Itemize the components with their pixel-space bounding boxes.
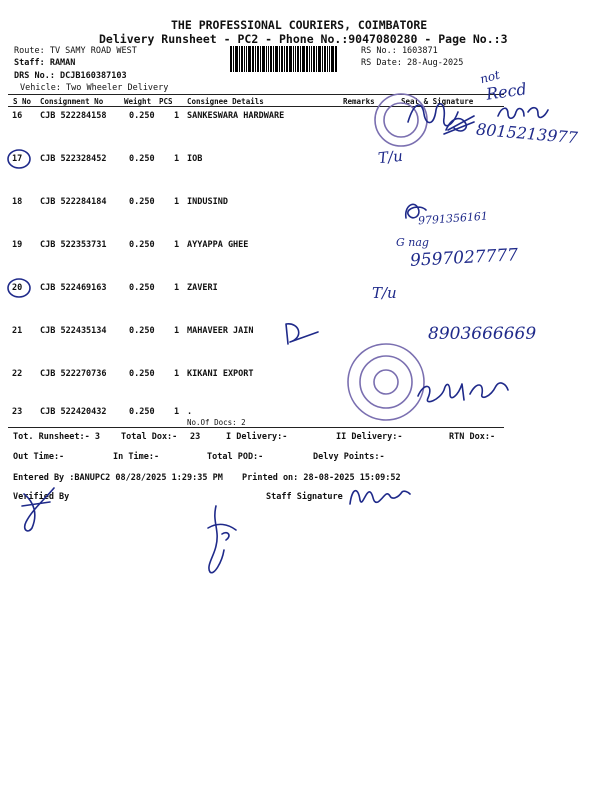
staff-signature-icon bbox=[344, 480, 414, 512]
row-consignee: MAHAVEER JAIN bbox=[187, 326, 254, 336]
barcode bbox=[230, 46, 356, 72]
row-consignee: AYYAPPA GHEE bbox=[187, 240, 249, 250]
runsheet-subtitle: Delivery Runsheet - PC2 - Phone No.:9047080280 - Page No.:3 bbox=[99, 32, 508, 46]
handwritten-note: Recd bbox=[484, 79, 528, 104]
col-sno: S No bbox=[13, 97, 32, 106]
drs-number: DRS No.: DCJB160387103 bbox=[14, 71, 127, 81]
handwritten-note: T/u bbox=[377, 146, 404, 168]
row-weight: 0.250 bbox=[129, 326, 155, 336]
row-weight: 0.250 bbox=[129, 154, 155, 164]
row-sno: 21 bbox=[12, 326, 23, 336]
row-consignee: SANKESWARA HARDWARE bbox=[187, 111, 285, 121]
handwritten-phone: 8015213977 bbox=[475, 119, 579, 148]
company-name: THE PROFESSIONAL COURIERS, COIMBATORE bbox=[171, 18, 428, 32]
row-weight: 0.250 bbox=[129, 240, 155, 250]
signature-icon bbox=[398, 196, 434, 226]
rtn-dox: RTN Dox:- bbox=[449, 432, 496, 442]
signature-icon bbox=[278, 318, 338, 348]
row-consignment: CJB 522420432 bbox=[40, 407, 107, 417]
row-consignment: CJB 522284158 bbox=[40, 111, 107, 121]
no-of-docs: No.Of Docs: 2 bbox=[187, 418, 246, 427]
row-sno: 22 bbox=[12, 369, 23, 379]
row-pcs: 1 bbox=[174, 154, 180, 164]
row-consignee: . bbox=[187, 407, 193, 417]
col-weight: Weight bbox=[124, 97, 152, 106]
handwritten-phone: 9791356161 bbox=[417, 209, 489, 228]
row-pcs: 1 bbox=[174, 369, 180, 379]
row-consignee: ZAVERI bbox=[187, 283, 218, 293]
strike-mark-icon bbox=[440, 110, 480, 138]
col-remarks: Remarks bbox=[343, 97, 375, 106]
handwritten-script-icon bbox=[494, 102, 554, 124]
verified-signature-icon bbox=[14, 480, 74, 540]
rs-number: RS No.: 1603871 bbox=[361, 46, 438, 56]
row-consignment: CJB 522435134 bbox=[40, 326, 107, 336]
delvy-points: Delvy Points:- bbox=[313, 452, 385, 462]
ii-delivery: II Delivery:- bbox=[336, 432, 403, 442]
handwritten-note: not bbox=[478, 67, 502, 87]
circle-mark-icon bbox=[4, 146, 34, 172]
row-pcs: 1 bbox=[174, 197, 180, 207]
row-sno: 18 bbox=[12, 197, 23, 207]
row-weight: 0.250 bbox=[129, 197, 155, 207]
row-sno: 20 bbox=[12, 283, 23, 293]
row-pcs: 1 bbox=[174, 283, 180, 293]
verified-by: Verified By bbox=[13, 492, 70, 502]
col-consignment: Consignment No bbox=[40, 97, 104, 106]
staff: Staff: RAMAN bbox=[14, 58, 76, 68]
out-time: Out Time:- bbox=[13, 452, 65, 462]
route: Route: TV SAMY ROAD WEST bbox=[14, 46, 137, 56]
signature-icon bbox=[410, 366, 520, 412]
row-consignee: INDUSIND bbox=[187, 197, 228, 207]
col-seal-signature: Seal & Signature bbox=[401, 97, 474, 106]
signature-icon bbox=[196, 500, 246, 580]
staff-signature-label: Staff Signature bbox=[266, 492, 343, 502]
row-consignment: CJB 522353731 bbox=[40, 240, 107, 250]
row-pcs: 1 bbox=[174, 240, 180, 250]
handwritten-phone: 8903666669 bbox=[428, 324, 537, 344]
row-consignee: KIKANI EXPORT bbox=[187, 369, 254, 379]
row-consignment: CJB 522270736 bbox=[40, 369, 107, 379]
entered-by: Entered By :BANUPC2 08/28/2025 1:29:35 PM bbox=[13, 473, 223, 483]
row-pcs: 1 bbox=[174, 326, 180, 336]
row-sno: 23 bbox=[12, 407, 23, 417]
rs-date: RS Date: 28-Aug-2025 bbox=[361, 58, 464, 68]
col-consignee: Consignee Details bbox=[187, 97, 264, 106]
row-consignee: IOB bbox=[187, 154, 203, 164]
vehicle: Vehicle: Two Wheeler Delivery bbox=[20, 83, 169, 93]
handwritten-name: G nag bbox=[396, 236, 429, 249]
row-weight: 0.250 bbox=[129, 283, 155, 293]
in-time: In Time:- bbox=[113, 452, 160, 462]
row-pcs: 1 bbox=[174, 111, 180, 121]
circle-mark-icon bbox=[4, 275, 34, 301]
handwritten-phone: 9597027777 bbox=[409, 245, 519, 271]
row-weight: 0.250 bbox=[129, 369, 155, 379]
col-pcs: PCS bbox=[159, 97, 173, 106]
total-pod: Total POD:- bbox=[207, 452, 264, 462]
table-rule-bottom bbox=[8, 427, 504, 428]
row-weight: 0.250 bbox=[129, 407, 155, 417]
row-sno: 16 bbox=[12, 111, 23, 121]
row-consignment: CJB 522328452 bbox=[40, 154, 107, 164]
row-consignment: CJB 522469163 bbox=[40, 283, 107, 293]
row-pcs: 1 bbox=[174, 407, 180, 417]
i-delivery: I Delivery:- bbox=[226, 432, 288, 442]
total-dox-label: Total Dox:- bbox=[121, 432, 178, 442]
total-runsheet: Tot. Runsheet:- 3 bbox=[13, 432, 100, 442]
row-sno: 19 bbox=[12, 240, 23, 250]
handwritten-note: T/u bbox=[372, 284, 397, 302]
row-consignment: CJB 522284184 bbox=[40, 197, 107, 207]
printed-on: Printed on: 28-08-2025 15:09:52 bbox=[242, 473, 401, 483]
row-weight: 0.250 bbox=[129, 111, 155, 121]
row-sno: 17 bbox=[12, 154, 23, 164]
total-dox-value: 23 bbox=[190, 432, 201, 442]
